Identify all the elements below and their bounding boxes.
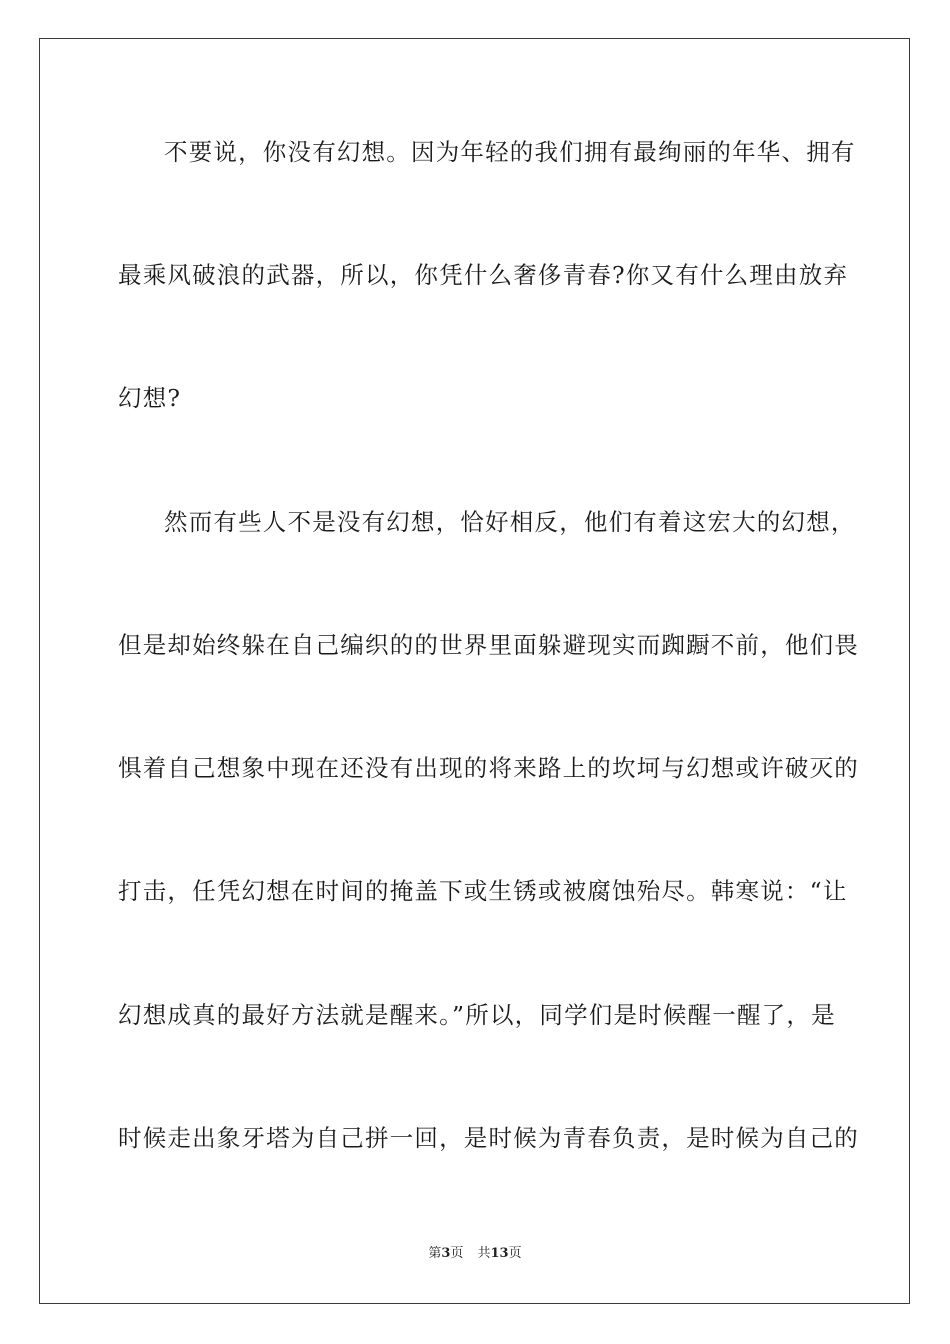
paragraph-1-line-3: 幻想? bbox=[118, 384, 182, 412]
footer-total-prefix: 共 bbox=[477, 1246, 491, 1261]
footer-page-suffix: 页 bbox=[450, 1246, 464, 1261]
page-footer bbox=[0, 1246, 950, 1262]
footer-page-number: 3 bbox=[441, 1246, 451, 1261]
paragraph-2-line-2: 但是却始终躲在自己编织的的世界里面躲避现实而踟蹰不前，他们畏 bbox=[118, 631, 859, 659]
paragraph-1-line-2: 最乘风破浪的武器，所以，你凭什么奢侈青春?你又有什么理由放弃 bbox=[118, 261, 849, 289]
paragraph-2-line-5: 幻想成真的最好方法就是醒来。”所以，同学们是时候醒一醒了，是 bbox=[118, 1001, 836, 1029]
footer-total-number: 13 bbox=[490, 1246, 509, 1261]
paragraph-2-line-3: 惧着自己想象中现在还没有出现的将来路上的坎坷与幻想或许破灭的 bbox=[118, 754, 859, 782]
footer-page-prefix: 第 bbox=[428, 1246, 442, 1261]
footer-total-suffix: 页 bbox=[508, 1246, 522, 1261]
paragraph-2-line-4: 打击，任凭幻想在时间的掩盖下或生锈或被腐蚀殆尽。韩寒说：“让 bbox=[118, 877, 848, 905]
paragraph-1-line-1: 不要说，你没有幻想。因为年轻的我们拥有最绚丽的年华、拥有 bbox=[164, 138, 856, 166]
page-border bbox=[39, 38, 910, 1304]
paragraph-2-line-6: 时候走出象牙塔为自己拼一回，是时候为青春负责，是时候为自己的 bbox=[118, 1124, 859, 1152]
paragraph-2-line-1: 然而有些人不是没有幻想，恰好相反，他们有着这宏大的幻想， bbox=[164, 508, 856, 536]
